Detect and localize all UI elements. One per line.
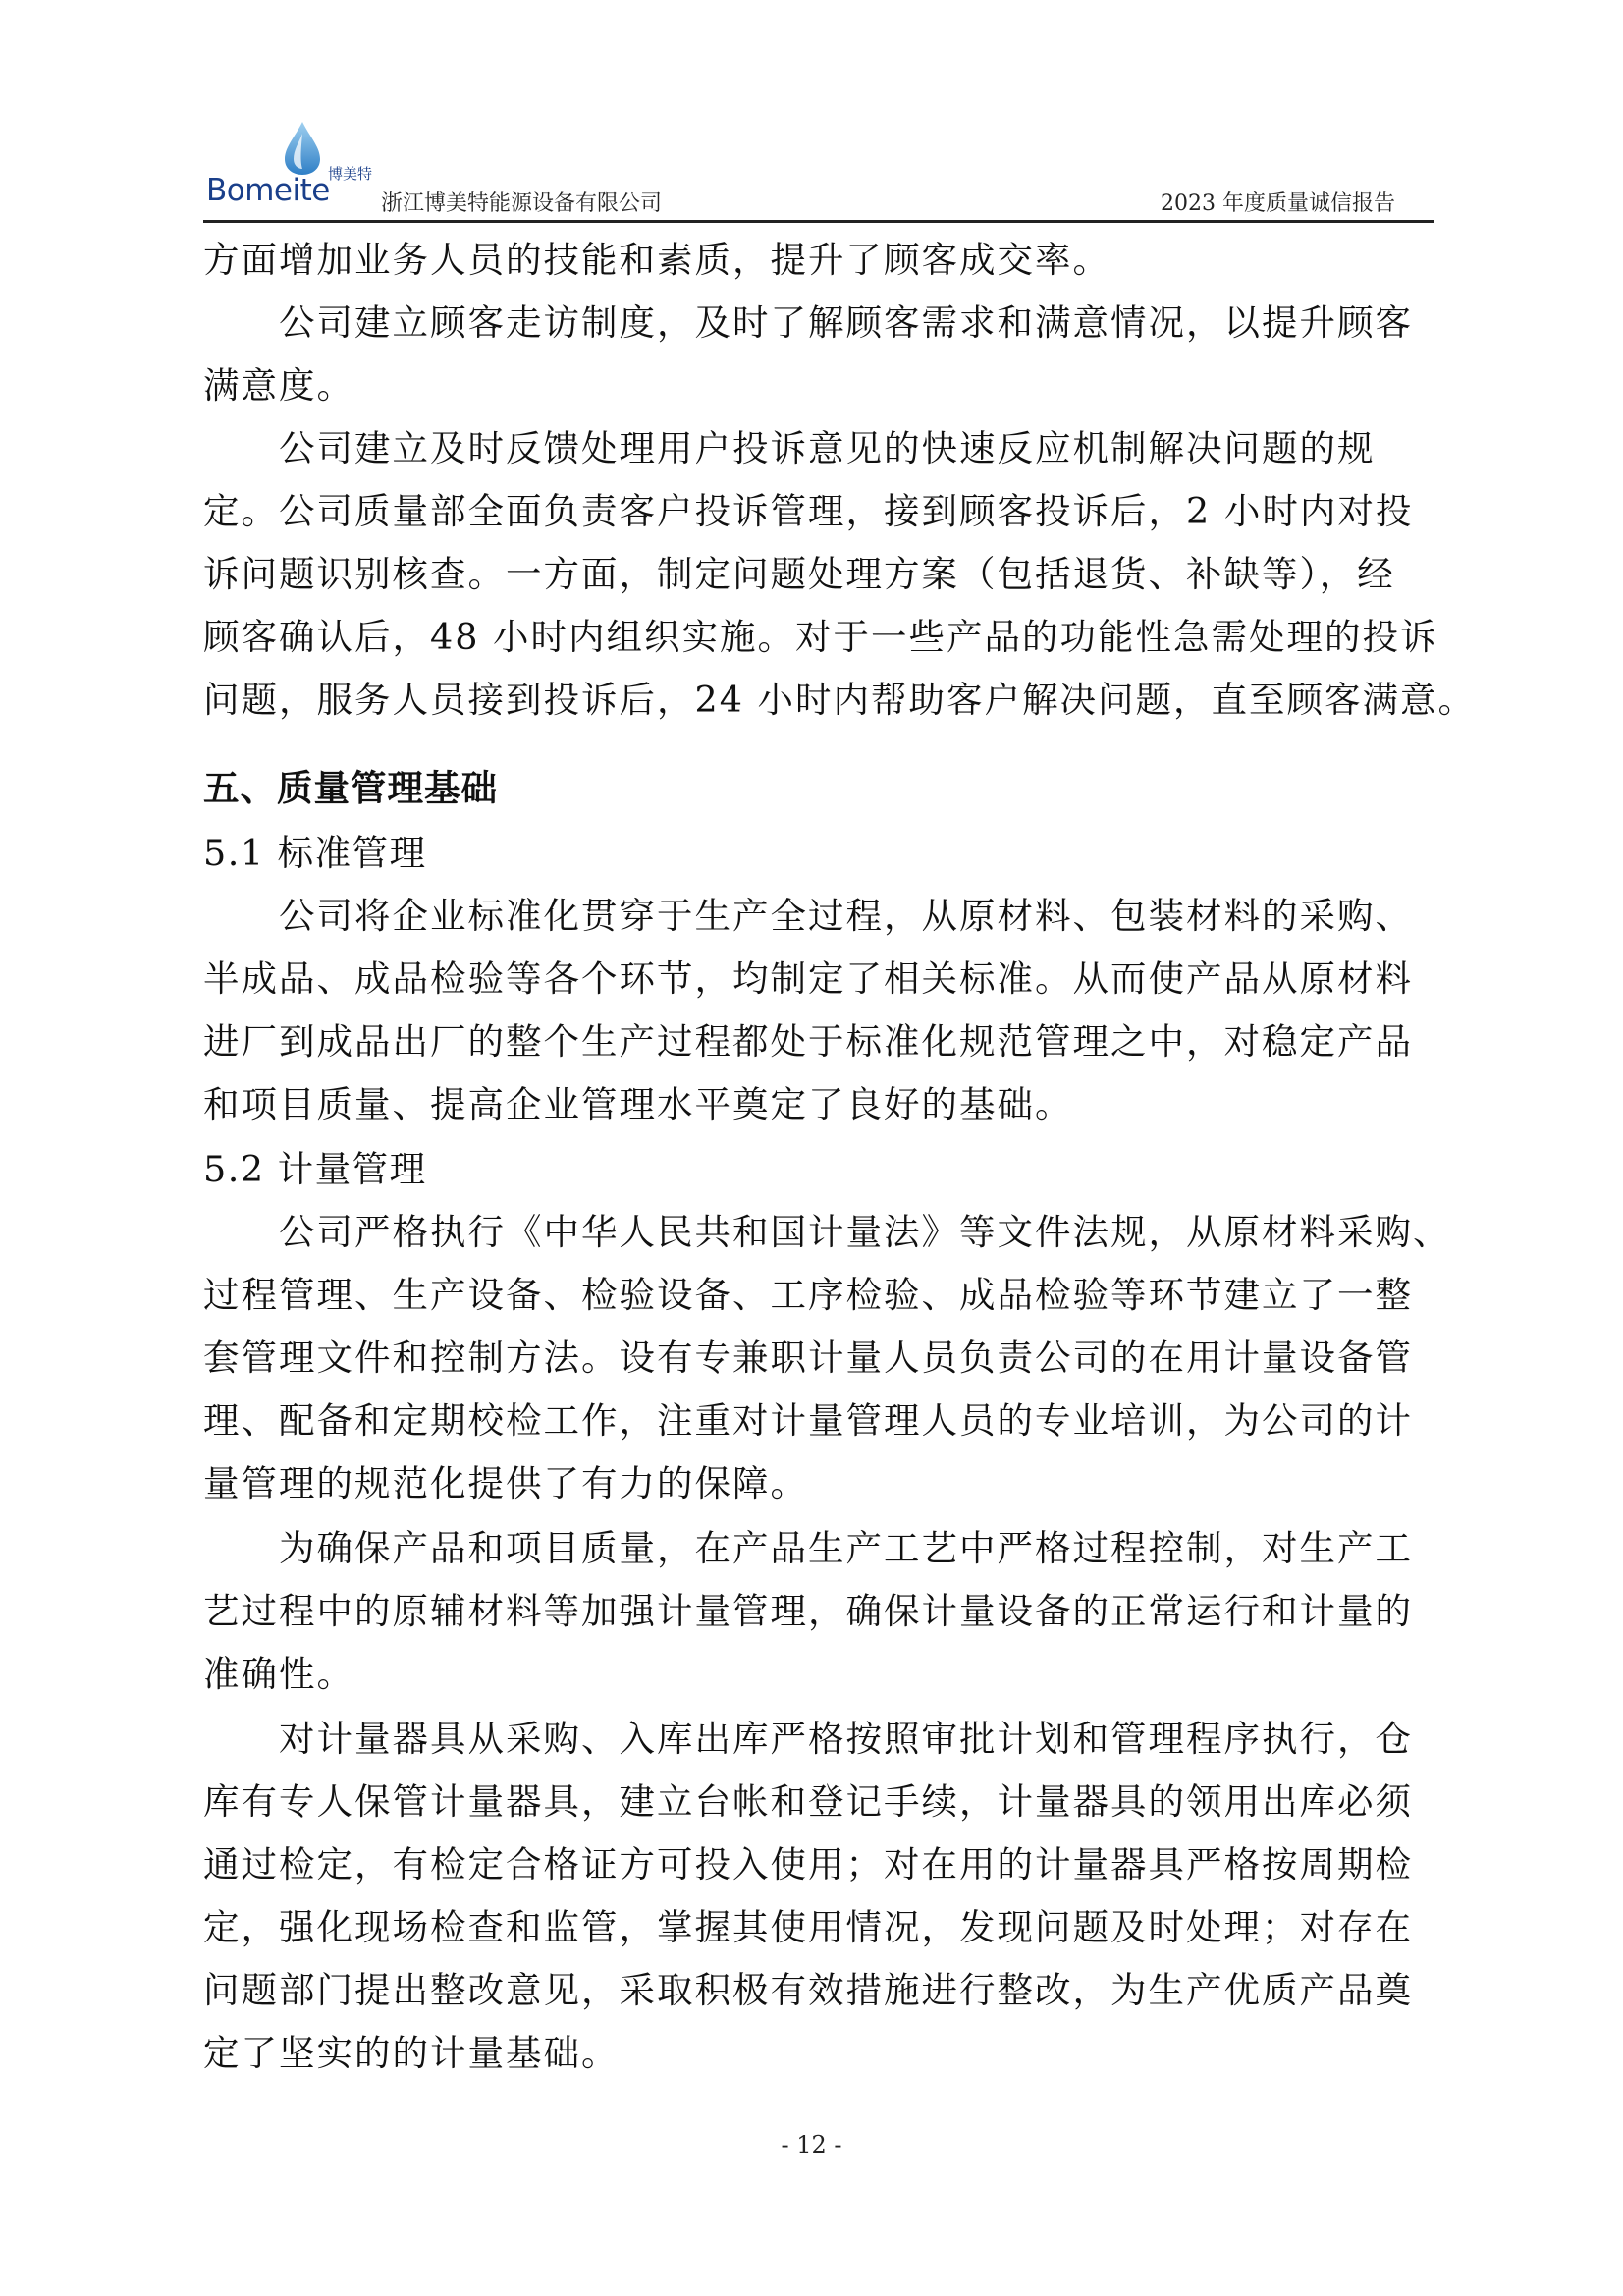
body-text-line: 为确保产品和项目质量，在产品生产工艺中严格过程控制，对生产工	[203, 1527, 1413, 1569]
body-text-line: 公司建立顾客走访制度，及时了解顾客需求和满意情况，以提升顾客	[203, 301, 1413, 344]
body-text-line: 半成品、成品检验等各个环节，均制定了相关标准。从而使产品从原材料	[203, 957, 1413, 1000]
header-divider	[203, 220, 1434, 223]
subsection-heading: 5.1 标准管理	[203, 832, 427, 874]
header-report-title: 2023 年度质量诚信报告	[1161, 191, 1395, 216]
body-text-line: 和项目质量、提高企业管理水平奠定了良好的基础。	[203, 1083, 1073, 1125]
logo-chinese-name: 博美特	[328, 165, 373, 183]
page-number: - 12 -	[781, 2131, 842, 2159]
body-text-line: 过程管理、生产设备、检验设备、工序检验、成品检验等环节建立了一整	[203, 1274, 1413, 1316]
body-text-line: 定了坚实的的计量基础。	[203, 2032, 620, 2074]
body-text-line: 顾客确认后，48 小时内组织实施。对于一些产品的功能性急需处理的投诉	[203, 616, 1438, 658]
body-text-line: 公司严格执行《中华人民共和国计量法》等文件法规，从原材料采购、	[203, 1211, 1451, 1253]
body-text-line: 量管理的规范化提供了有力的保障。	[203, 1462, 808, 1504]
body-text-line: 问题，服务人员接到投诉后，24 小时内帮助客户解决问题，直至顾客满意。	[203, 679, 1477, 721]
body-text-line: 对计量器具从采购、入库出库严格按照审批计划和管理程序执行，仓	[203, 1718, 1413, 1760]
body-text-line: 库有专人保管计量器具，建立台帐和登记手续，计量器具的领用出库必须	[203, 1780, 1413, 1823]
header-company-name: 浙江博美特能源设备有限公司	[381, 191, 663, 216]
body-text-line: 公司将企业标准化贯穿于生产全过程，从原材料、包装材料的采购、	[203, 895, 1413, 937]
subsection-heading: 5.2 计量管理	[203, 1148, 427, 1190]
company-logo	[206, 116, 383, 206]
body-text-line: 套管理文件和控制方法。设有专兼职计量人员负责公司的在用计量设备管	[203, 1337, 1413, 1379]
logo-wordmark: Bomeite	[206, 173, 330, 208]
body-text-line: 通过检定，有检定合格证方可投入使用；对在用的计量器具严格按周期检	[203, 1843, 1413, 1886]
body-text-line: 公司建立及时反馈处理用户投诉意见的快速反应机制解决问题的规	[203, 427, 1376, 469]
body-text-line: 进厂到成品出厂的整个生产过程都处于标准化规范管理之中，对稳定产品	[203, 1020, 1413, 1063]
body-text-line: 满意度。	[203, 364, 354, 407]
body-text-line: 定，强化现场检查和监管，掌握其使用情况，发现问题及时处理；对存在	[203, 1906, 1413, 1948]
water-drop-icon	[281, 120, 324, 177]
body-text-line: 定。公司质量部全面负责客户投诉管理，接到顾客投诉后，2 小时内对投	[203, 490, 1414, 532]
body-text-line: 方面增加业务人员的技能和素质，提升了顾客成交率。	[203, 239, 1110, 281]
body-text-line: 诉问题识别核查。一方面，制定问题处理方案（包括退货、补缺等），经	[203, 553, 1395, 595]
body-text-line: 理、配备和定期校检工作，注重对计量管理人员的专业培训，为公司的计	[203, 1399, 1413, 1442]
body-text-line: 问题部门提出整改意见，采取积极有效措施进行整改，为生产优质产品奠	[203, 1969, 1413, 2011]
section-heading: 五、质量管理基础	[203, 767, 498, 809]
body-text-line: 艺过程中的原辅材料等加强计量管理，确保计量设备的正常运行和计量的	[203, 1590, 1413, 1632]
body-text-line: 准确性。	[203, 1653, 354, 1695]
